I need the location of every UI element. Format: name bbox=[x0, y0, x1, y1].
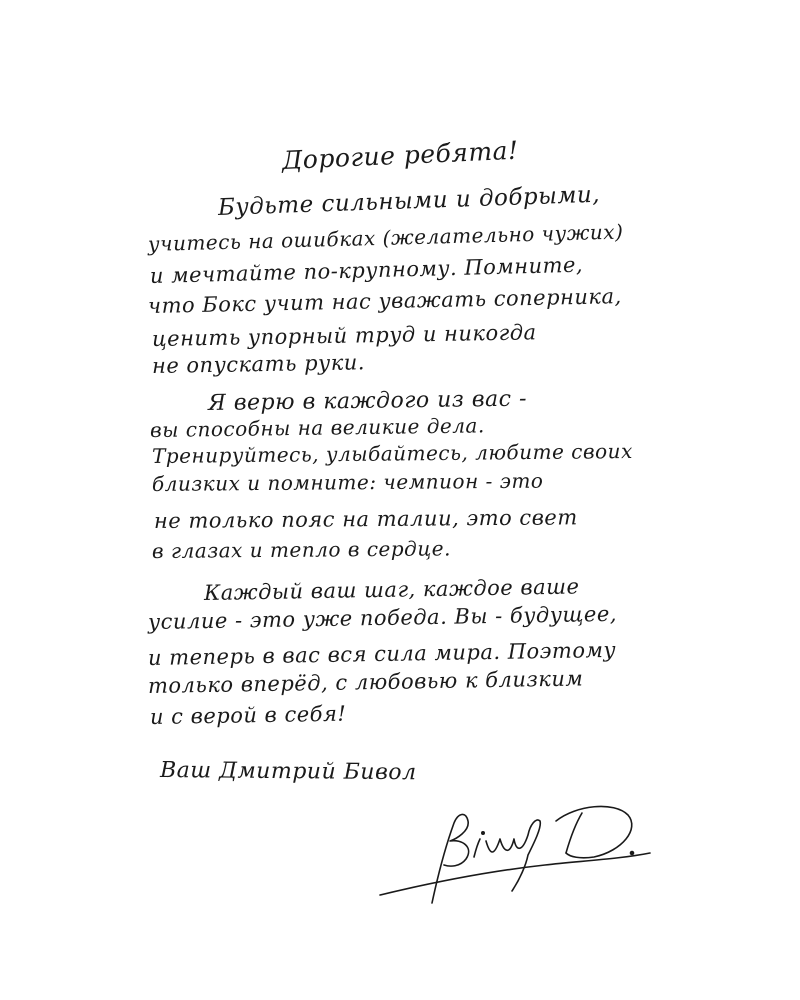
letter-line: и теперь в вас вся сила мира. Поэтому bbox=[147, 637, 617, 670]
letter-line: и с верой в себя! bbox=[149, 701, 347, 729]
letter-line: что Бокс учит нас уважать соперника, bbox=[147, 284, 622, 318]
letter-greeting: Дорогие ребята! bbox=[281, 135, 520, 175]
letter-line: вы способны на великие дела. bbox=[149, 413, 485, 442]
letter-line: учитесь на ошибках (желательно чужих) bbox=[147, 219, 624, 256]
letter-line: Каждый ваш шаг, каждое ваше bbox=[203, 574, 580, 605]
letter-line: Будьте сильными и добрыми, bbox=[217, 181, 601, 221]
letter-line: усилие - это уже победа. Вы - будущее, bbox=[147, 601, 618, 634]
letter-line: Я верю в каждого из вас - bbox=[207, 386, 528, 416]
letter-line: ценить упорный труд и никогда bbox=[151, 320, 537, 351]
letter-line: в глазах и тепло в сердце. bbox=[151, 536, 452, 563]
letter-line: только вперёд, с любовью к близким bbox=[147, 666, 584, 698]
signature-icon bbox=[370, 795, 660, 910]
letter-line: Тренируйтесь, улыбайтесь, любите своих bbox=[151, 438, 633, 468]
letter-line: не опускать руки. bbox=[151, 350, 366, 378]
letter-line: близких и помните: чемпион - это bbox=[151, 468, 544, 496]
letter-line: и мечтайте по-крупному. Помните, bbox=[149, 252, 584, 288]
letter-line: не только пояс на талии, это свет bbox=[153, 505, 578, 533]
letter-closing: Ваш Дмитрий Бивол bbox=[159, 758, 417, 786]
